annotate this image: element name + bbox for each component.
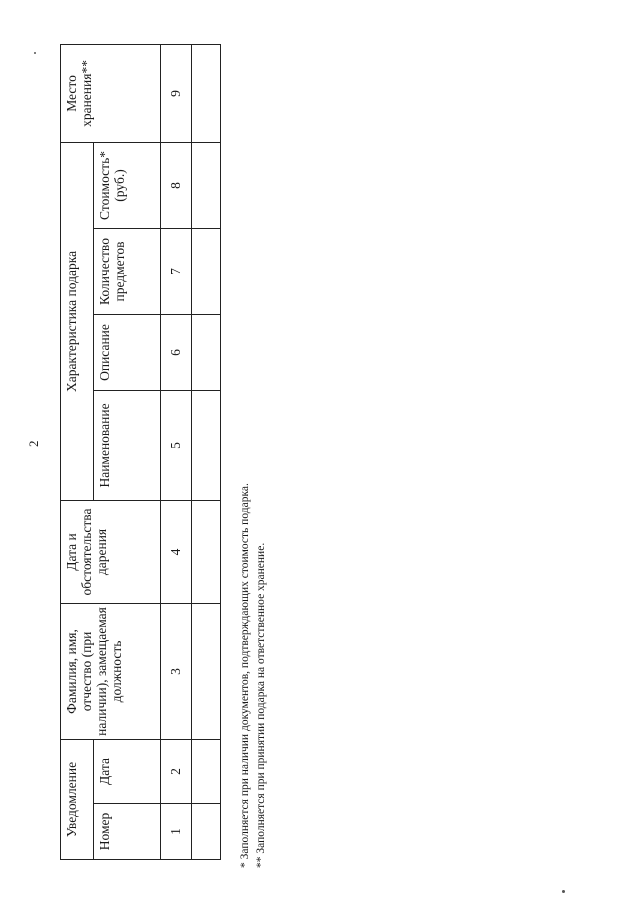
empty-cell	[192, 500, 221, 603]
footnote-storage: ** Заполняется при принятии подарка на ответственное хранение.	[255, 542, 267, 868]
column-number: 1	[161, 804, 192, 860]
empty-cell	[192, 142, 221, 228]
column-number: 3	[161, 603, 192, 739]
column-number-row	[161, 44, 192, 859]
column-number: 6	[161, 314, 192, 390]
page-number: 2	[26, 440, 41, 447]
header-date: Дата	[94, 739, 161, 803]
scan-speck	[562, 890, 565, 893]
column-number: 4	[161, 500, 192, 603]
footnote-cost: * Заполняется при наличии документов, подтверждающих стоимость подарка.	[239, 483, 251, 868]
column-number: 5	[161, 390, 192, 500]
header-name: Наименование	[94, 390, 161, 500]
header-storage: Место хранения**	[61, 44, 161, 142]
empty-cell	[192, 804, 221, 860]
header-cost: Стоимость* (руб.)	[94, 142, 161, 228]
empty-cell	[192, 390, 221, 500]
column-number: 9	[161, 44, 192, 142]
scan-speck	[34, 52, 36, 54]
empty-cell	[192, 603, 221, 739]
empty-cell	[192, 314, 221, 390]
empty-cell	[192, 739, 221, 803]
header-person: Фамилия, имя, отчество (при наличии), замещаемая должность	[61, 603, 161, 739]
footnotes	[237, 428, 269, 868]
header-notification: Уведомление	[61, 739, 94, 859]
column-number: 8	[161, 142, 192, 228]
gift-register-table	[60, 44, 221, 860]
empty-cell	[192, 44, 221, 142]
empty-cell	[192, 228, 221, 314]
header-description: Описание	[94, 314, 161, 390]
column-number: 7	[161, 228, 192, 314]
header-gift-characteristics: Характеристика подарка	[61, 142, 94, 500]
empty-entry-row	[192, 44, 221, 859]
gift-register-table-wrapper	[60, 45, 220, 860]
column-number: 2	[161, 739, 192, 803]
header-quantity: Количество предметов	[94, 228, 161, 314]
header-gift-date: Дата и обстоятельства дарения	[61, 500, 161, 603]
header-number: Номер	[94, 804, 161, 860]
